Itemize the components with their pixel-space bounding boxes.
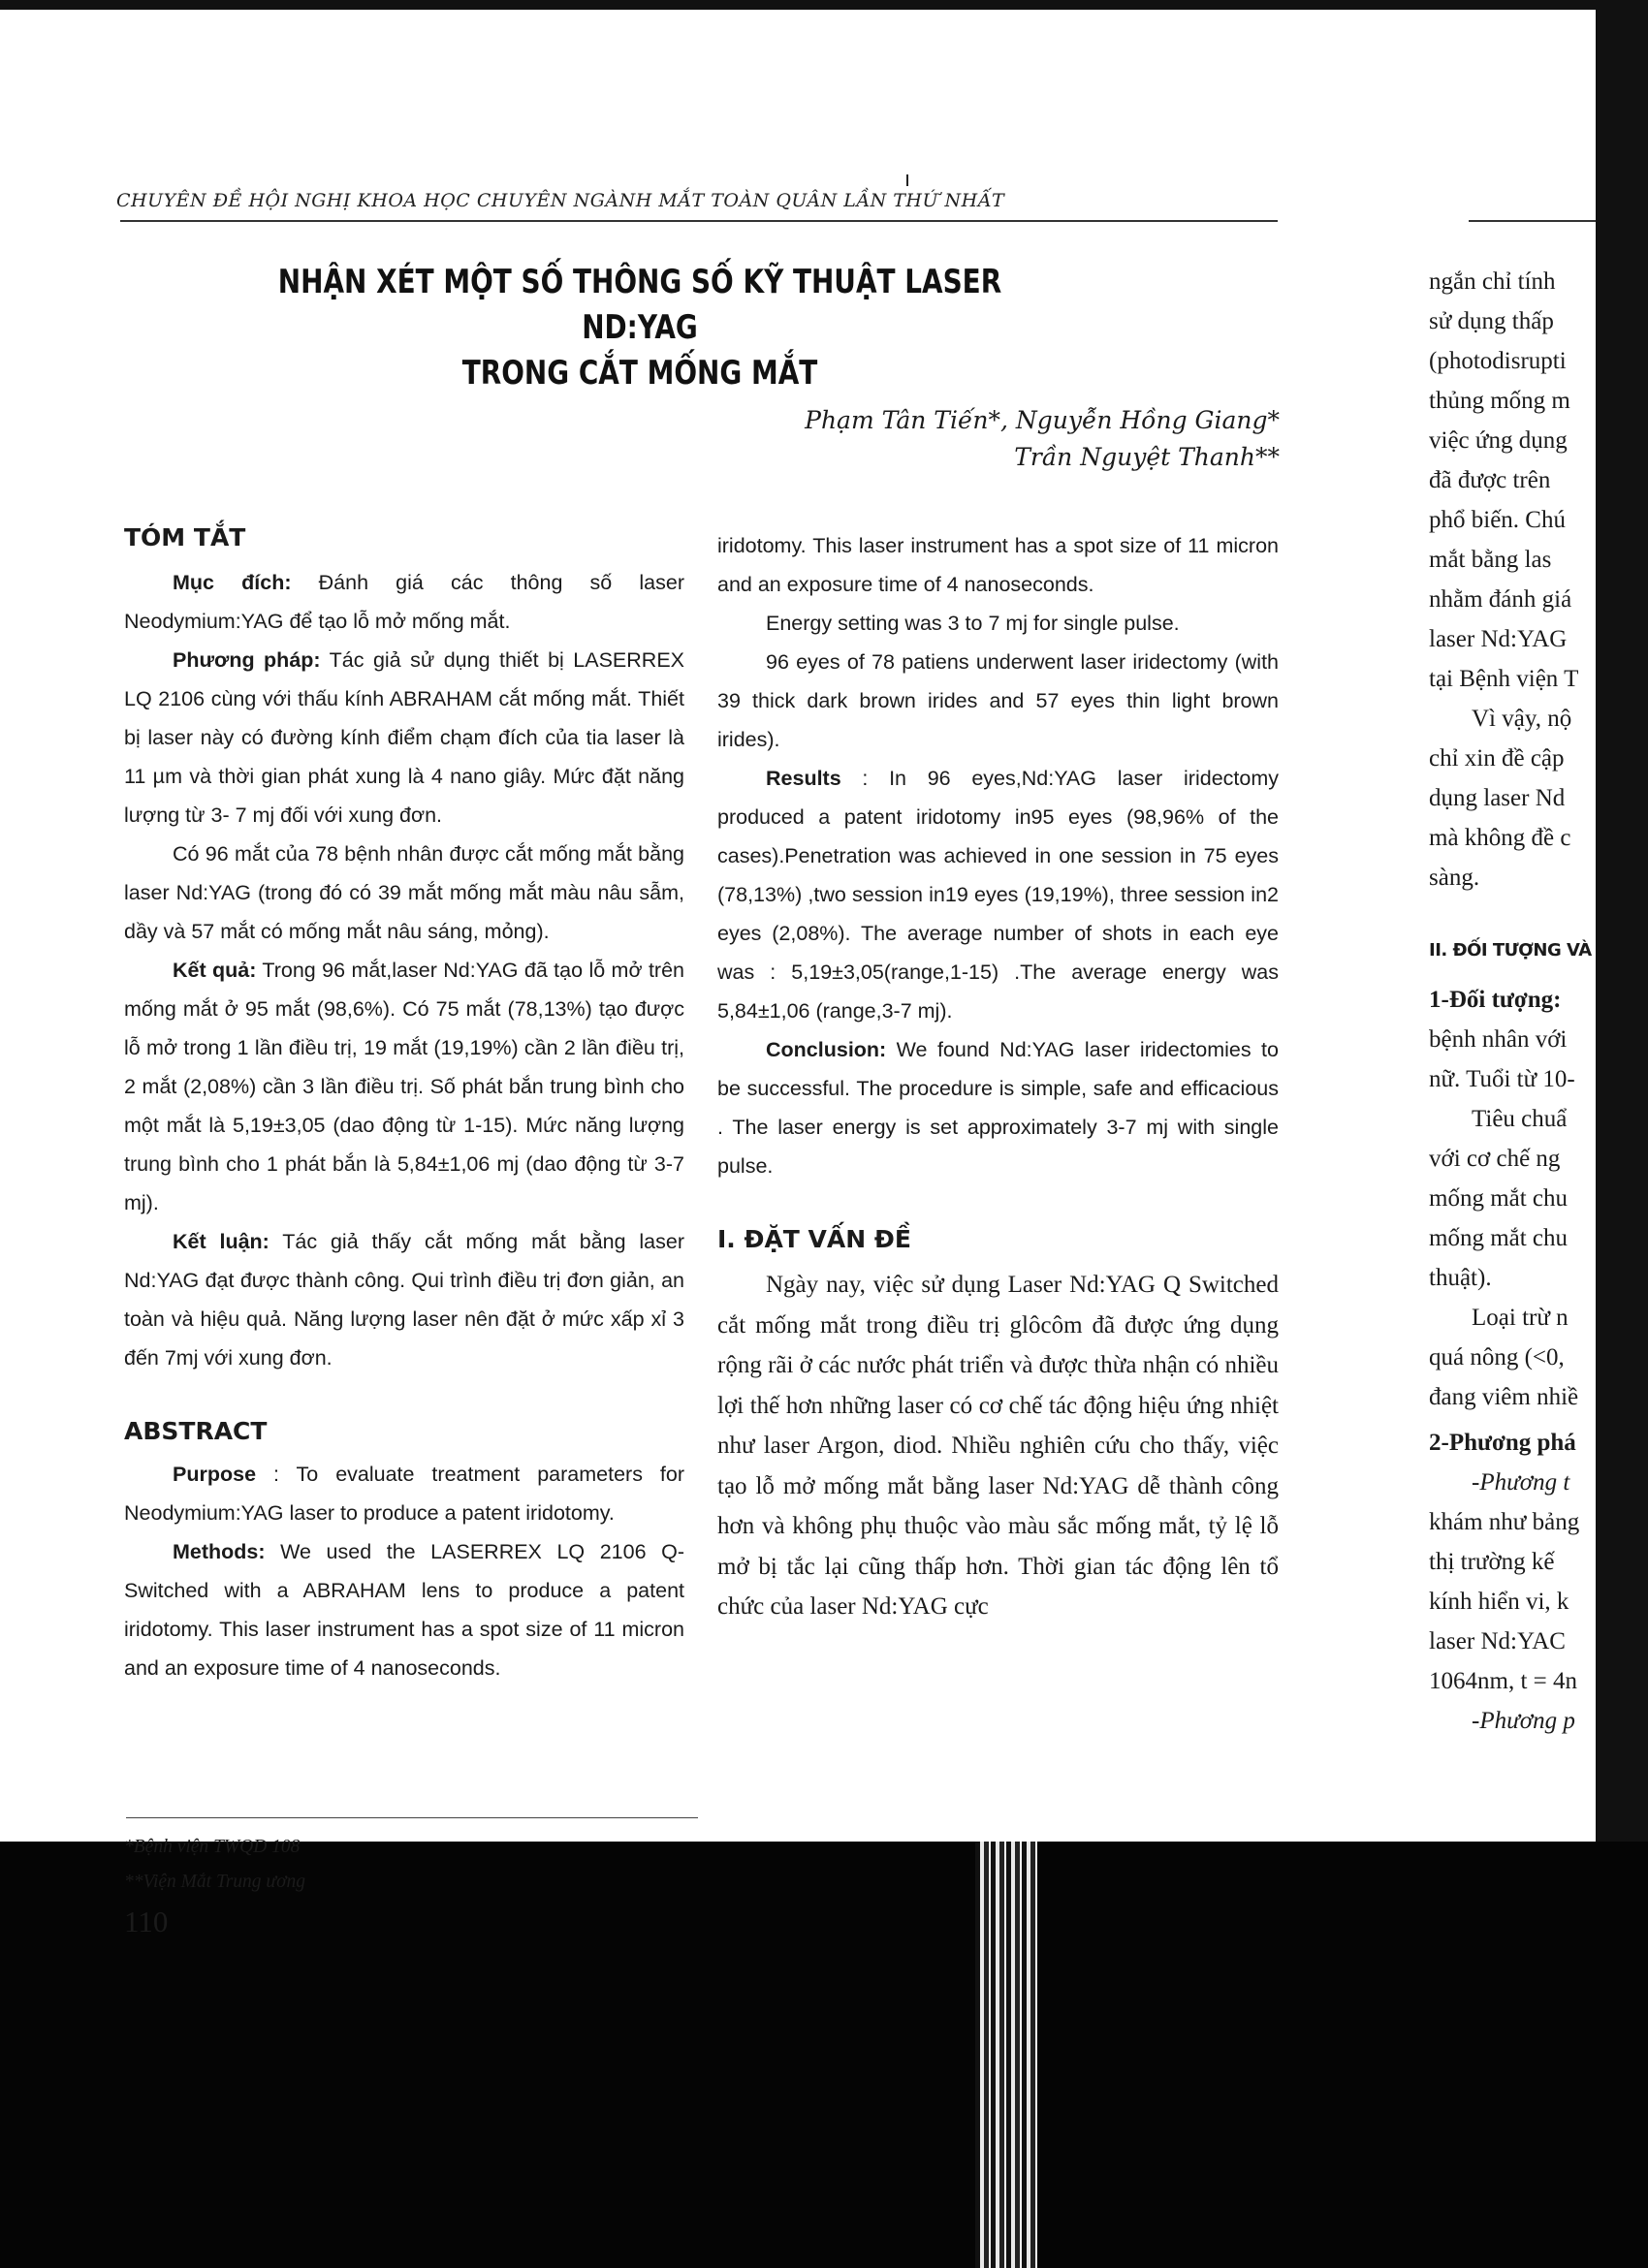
right-line: mắt bằng las <box>1429 547 1552 573</box>
ketqua-text: Trong 96 mắt,laser Nd:YAG đã tạo lỗ mở trên mống mắt ở 95 mắt (98,6%). Có 75 mắt (78,13%) tạo được lỗ mở trong 1 lần điều trị, 19 mắt (19,19%) cần 2 lần điều trị, 2 mắt (2,08%) cần 3 lần điều trị. Số phát bắn trung bình cho một mắt là 5,19±3,05 (dao động từ 1-15). Mức năng lượng trung bình cho 1 phát bắn là 5,84±1,06 mj (dao động từ 3-7 mj). <box>124 959 684 1214</box>
methods-paragraph <box>124 1532 684 1680</box>
book-binding <box>975 1842 1037 2268</box>
ketqua-label: Kết quả: <box>173 959 257 982</box>
phuongphap-paragraph <box>124 641 684 835</box>
footnotes <box>124 1830 667 1900</box>
scan-border-right <box>1596 0 1648 1842</box>
right-line: thị trường kế <box>1429 1549 1555 1575</box>
scan-border-bottom <box>0 1842 1648 2268</box>
middle-column <box>717 526 1279 1627</box>
right-section2-heading: II. ĐỐI TƯỢNG VÀ <box>1429 940 1592 961</box>
left-column <box>124 519 684 1680</box>
right-line: sàng. <box>1429 865 1480 891</box>
abstract-heading: ABSTRACT <box>124 1417 268 1445</box>
article-title <box>218 260 1061 396</box>
phuongphap-text: Tác giả sử dụng thiết bị LASERREX LQ 2106 cùng với thấu kính ABRAHAM cắt mống mắt. Thiết bị laser này có đường kính điểm chạm đích của tia laser là 11 µm và thời gian phát xung là 4 nano giây. Mức đặt năng lượng từ 3- 7 mj đối với xung đơn. <box>124 648 684 827</box>
right-line: đã được trên <box>1429 467 1551 493</box>
methods-label: Methods: <box>173 1540 266 1563</box>
purpose-text: : To evaluate treatment parameters for Neodymium:YAG laser to produce a patent iridotomy. <box>124 1463 684 1525</box>
results-text: : In 96 eyes,Nd:YAG laser iridectomy produced a patent iridotomy in95 eyes (98,96% of the cases).Penetration was achieved in one session in 75 eyes (78,13%) ,two session in19 eyes (19,19%), three session in2 eyes (2,08%). The average number of shots in each eye was : 5,19±3,05(range,1-15) .The average energy was 5,84±1,06 (range,3-7 mj). <box>717 767 1279 1023</box>
right-line: mống mắt chu <box>1429 1225 1569 1251</box>
right-line: thuật). <box>1429 1265 1492 1291</box>
authors-line-2: Trần Nguyệt Thanh** <box>1014 443 1280 471</box>
right-line: 1064nm, t = 4n <box>1429 1668 1577 1694</box>
footnote-rule <box>126 1817 698 1818</box>
right-line: Loại trừ n <box>1472 1305 1569 1331</box>
right-page-column <box>1429 262 1603 1741</box>
right-line: ngắn chỉ tính <box>1429 268 1556 295</box>
running-header: CHUYÊN ĐỀ HỘI NGHỊ KHOA HỌC CHUYÊN NGÀNH MẮT TOÀN QUÂN LẦN THỨ NHẤT <box>116 190 1005 211</box>
scan-mark <box>906 174 908 186</box>
section1-heading: I. ĐẶT VẤN ĐỀ <box>717 1225 911 1253</box>
right-line: khám như bảng <box>1429 1509 1580 1535</box>
right-line: nhằm đánh giá <box>1429 586 1572 613</box>
right-line: tại Bệnh viện T <box>1429 666 1579 692</box>
scan-border-top <box>0 0 1648 10</box>
right-line: chỉ xin đề cập <box>1429 745 1565 772</box>
results-label: Results <box>766 767 841 790</box>
right-line: bệnh nhân với <box>1429 1026 1568 1053</box>
title-line-2: TRONG CẮT MỐNG MẮT <box>461 354 818 393</box>
page-number: 110 <box>124 1905 169 1938</box>
tomtat-heading: TÓM TẮT <box>124 523 246 551</box>
right-line: nữ. Tuổi từ 10- <box>1429 1066 1575 1092</box>
right-line: -Phương p <box>1472 1708 1575 1734</box>
phuongphap-label: Phương pháp: <box>173 648 321 672</box>
right-line: mống mắt chu <box>1429 1185 1569 1212</box>
footnote-1: *Bệnh viện TWQD 108 <box>124 1837 301 1857</box>
right-line: quá nông (<0, <box>1429 1344 1565 1370</box>
conclusion-paragraph <box>717 1030 1279 1185</box>
authors <box>737 402 1280 476</box>
right-line: dụng laser Nd <box>1429 785 1566 811</box>
authors-line-1: Phạm Tân Tiến*, Nguyễn Hồng Giang* <box>805 406 1280 434</box>
ketqua-paragraph <box>124 951 684 1222</box>
section1-paragraph: Ngày nay, việc sử dụng Laser Nd:YAG Q Switched cắt mống mắt trong điều trị glôcôm đã được ứng dụng rộng rãi ở các nước phát triển và được thừa nhận có nhiều lợi thế hơn những laser có cơ chế tác động hiệu ứng nhiệt như laser Argon, diod. Nhiều nghiên cứu cho thấy, việc tạo lỗ mở mống mắt bằng laser Nd:YAG dễ thành công hơn và không phụ thuộc vào màu sắc mống mắt, tỷ lệ lỗ mở bị tắc lại cũng thấp hơn. Thời gian tác động lên tổ chức của laser Nd:YAG cực <box>717 1272 1279 1620</box>
methods-continued: iridotomy. This laser instrument has a spot size of 11 micron and an exposure time of 4 nanoseconds. <box>717 534 1279 596</box>
results-paragraph <box>717 759 1279 1030</box>
purpose-label: Purpose <box>173 1463 257 1486</box>
right-line: với cơ chế ng <box>1429 1146 1561 1172</box>
ketluan-label: Kết luận: <box>173 1230 269 1253</box>
ketluan-text: Tác giả thấy cắt mống mắt bằng laser Nd:YAG đạt được thành công. Qui trình điều trị đơn giản, an toàn và hiệu quả. Năng lượng laser nên đặt ở mức xấp xỉ 3 đến 7mj với xung đơn. <box>124 1230 684 1370</box>
right-line: Tiêu chuẩ <box>1472 1106 1568 1132</box>
right-line: laser Nd:YAC <box>1429 1628 1566 1654</box>
purpose-paragraph <box>124 1455 684 1532</box>
right-line: đang viêm nhiề <box>1429 1384 1579 1410</box>
methods-text: We used the LASERREX LQ 2106 Q-Switched with a ABRAHAM lens to produce a patent iridotomy. This laser instrument has a spot size of 11 micron and an exposure time of 4 nanoseconds. <box>124 1540 684 1680</box>
right-line: (photodisrupti <box>1429 348 1567 374</box>
header-rule <box>120 220 1278 222</box>
right-line: thủng mống m <box>1429 388 1570 414</box>
mucdich-label: Mục đích: <box>173 571 292 594</box>
mucdich-text: Đánh giá các thông số laser Neodymium:YAG để tạo lỗ mở mống mắt. <box>124 571 684 633</box>
right-page-header-rule <box>1469 220 1596 222</box>
right-phuongphap-heading: 2-Phương phá <box>1429 1430 1576 1456</box>
conclusion-text: We found Nd:YAG laser iridectomies to be successful. The procedure is simple, safe and efficacious . The laser energy is set approximately 3-7 mj with single pulse. <box>717 1038 1279 1178</box>
co96-paragraph: Có 96 mắt của 78 bệnh nhân được cắt mống mắt bằng laser Nd:YAG (trong đó có 39 mắt mống mắt màu nâu sẫm, dầy và 57 mắt có mống mắt nâu sáng, mỏng). <box>124 842 684 943</box>
mucdich-paragraph <box>124 563 684 641</box>
right-line: mà không đề c <box>1429 825 1571 851</box>
right-line: -Phương t <box>1472 1469 1570 1496</box>
right-line: Vì vậy, nộ <box>1472 706 1572 732</box>
right-line: sử dụng thấp <box>1429 308 1554 334</box>
right-line: việc ứng dụng <box>1429 427 1568 454</box>
conclusion-label: Conclusion: <box>766 1038 887 1061</box>
eyes-paragraph: 96 eyes of 78 patiens underwent laser iridectomy (with 39 thick dark brown irides and 57 eyes thin light brown irides). <box>717 650 1279 751</box>
right-line: kính hiển vi, k <box>1429 1589 1569 1615</box>
right-line: phổ biến. Chú <box>1429 507 1566 533</box>
right-line: laser Nd:YAG <box>1429 626 1568 652</box>
title-line-1: NHẬN XÉT MỘT SỐ THÔNG SỐ KỸ THUẬT LASER ND:YAG <box>277 263 1002 347</box>
ketluan-paragraph <box>124 1222 684 1377</box>
footnote-2: **Viện Mắt Trung ương <box>124 1872 305 1892</box>
right-doituong-label: 1-Đối tượng: <box>1429 987 1562 1013</box>
energy-paragraph: Energy setting was 3 to 7 mj for single pulse. <box>766 612 1180 635</box>
